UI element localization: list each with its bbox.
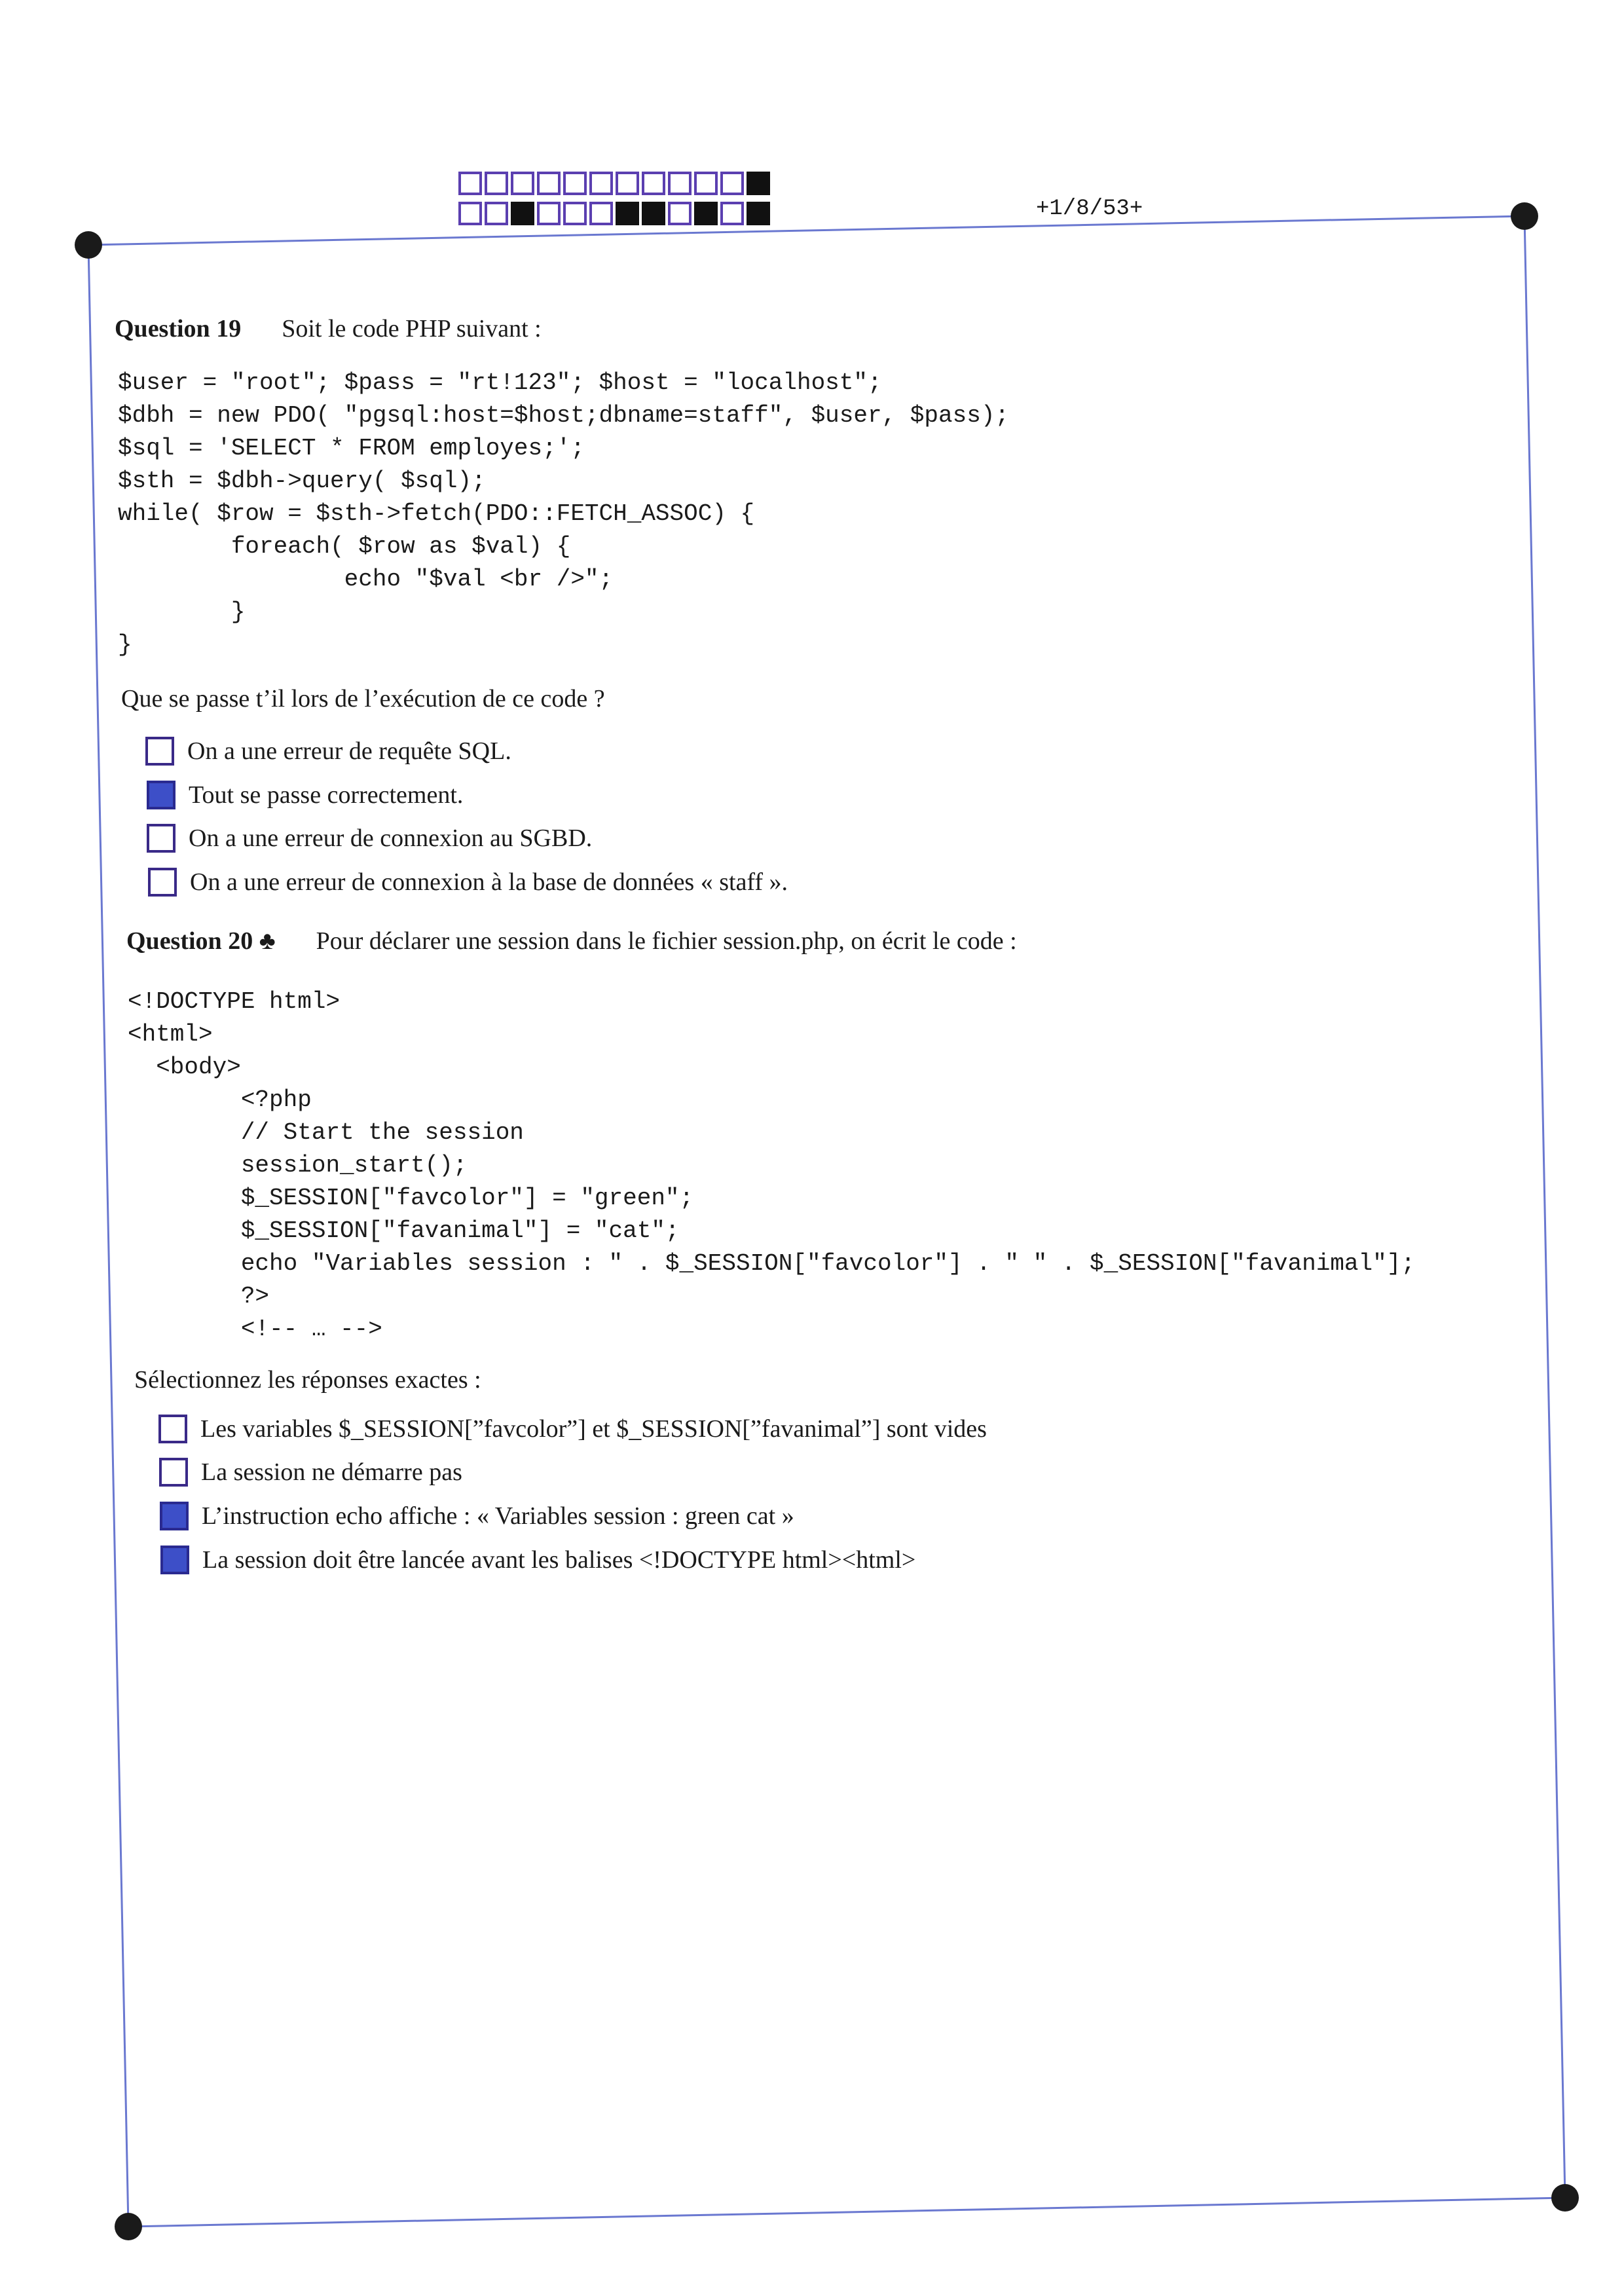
id-code-box [642,172,665,195]
question-19-intro: Soit le code PHP suivant : [282,315,542,343]
question-20-header [126,927,1017,955]
answer-text: La session ne démarre pas [201,1458,462,1486]
id-code-box [589,202,613,225]
id-code-box [747,172,770,195]
corner-marker-bottom-right [1551,2184,1579,2212]
corner-marker-bottom-left [115,2213,142,2240]
question-20-code: <!DOCTYPE html> <html> <body> <?php // Start the session session_start(); $_SESSION["favcolor"] = "green"; $_SESSION["favanimal"] = "cat"; echo "Variables session : " . $_SESSION["favcolor"] . " " . $_SESSION["favanimal"]; ?> <!-- … --> [128,988,1415,1342]
question-19-header [115,314,542,343]
answer-text: Les variables $_SESSION[”favcolor”] et $_SESSION[”favanimal”] sont vides [200,1415,987,1443]
question-20-number: Question 20 ♣ [126,927,276,955]
id-code-box [511,202,534,225]
checkbox[interactable] [158,1415,187,1443]
id-code-box [694,202,718,225]
id-code-box [511,172,534,195]
student-id-code-row-2 [458,202,773,225]
answer-text: Tout se passe correctement. [189,781,464,809]
id-code-box [668,172,692,195]
q19-answer-2[interactable] [147,781,463,809]
id-code-box [485,172,508,195]
id-code-box [747,202,770,225]
q19-answer-3[interactable] [147,824,592,853]
corner-marker-top-left [75,231,102,259]
id-code-box [642,202,665,225]
q19-answer-4[interactable] [148,868,788,897]
answer-text: On a une erreur de connexion au SGBD. [189,824,593,852]
question-20-intro: Pour déclarer une session dans le fichier session.php, on écrit le code : [316,927,1017,955]
id-code-box [720,202,744,225]
question-19-prompt: Que se passe t’il lors de l’exécution de ce code ? [121,685,605,713]
checkbox[interactable] [147,824,175,853]
answer-text: On a une erreur de connexion à la base de données « staff ». [190,868,788,896]
id-code-box [537,202,561,225]
answer-text: La session doit être lancée avant les balises <!DOCTYPE html><html> [202,1546,916,1574]
q20-answer-2[interactable] [159,1458,462,1487]
id-code-box [485,202,508,225]
id-code-box [563,172,587,195]
id-code-box [668,202,692,225]
id-code-box [616,202,639,225]
id-code-box [537,172,561,195]
answer-text: L’instruction echo affiche : « Variables session : green cat » [202,1502,794,1530]
checkbox[interactable] [147,781,175,809]
checkbox[interactable] [148,868,177,897]
student-id-code-row-1 [458,172,773,195]
q20-answer-4[interactable] [160,1546,915,1574]
checkbox[interactable] [160,1546,189,1574]
id-code-box [720,172,744,195]
checkbox[interactable] [159,1458,188,1487]
checkbox[interactable] [145,737,174,766]
id-code-box [694,172,718,195]
id-code-box [563,202,587,225]
id-code-box [616,172,639,195]
q20-answer-1[interactable] [158,1415,987,1443]
question-20-prompt: Sélectionnez les réponses exactes : [134,1366,481,1394]
corner-marker-top-right [1511,202,1538,230]
q19-answer-1[interactable] [145,737,511,766]
id-code-box [589,172,613,195]
id-code-box [458,172,482,195]
q20-answer-3[interactable] [160,1502,794,1530]
page-id: +1/8/53+ [1036,196,1143,221]
question-19-code: $user = "root"; $pass = "rt!123"; $host = "localhost"; $dbh = new PDO( "pgsql:host=$host;dbname=staff", $user, $pass); $sql = 'SELECT * FROM employes;'; $sth = $dbh->query( $sql); while( $row = $sth->fetch(PDO::FETCH_ASSOC) { foreach( $row as $val) { echo "$val <br />"; } } [118,369,1010,658]
question-19-number: Question 19 [115,315,242,343]
checkbox[interactable] [160,1502,189,1530]
answer-text: On a une erreur de requête SQL. [187,737,511,765]
id-code-box [458,202,482,225]
